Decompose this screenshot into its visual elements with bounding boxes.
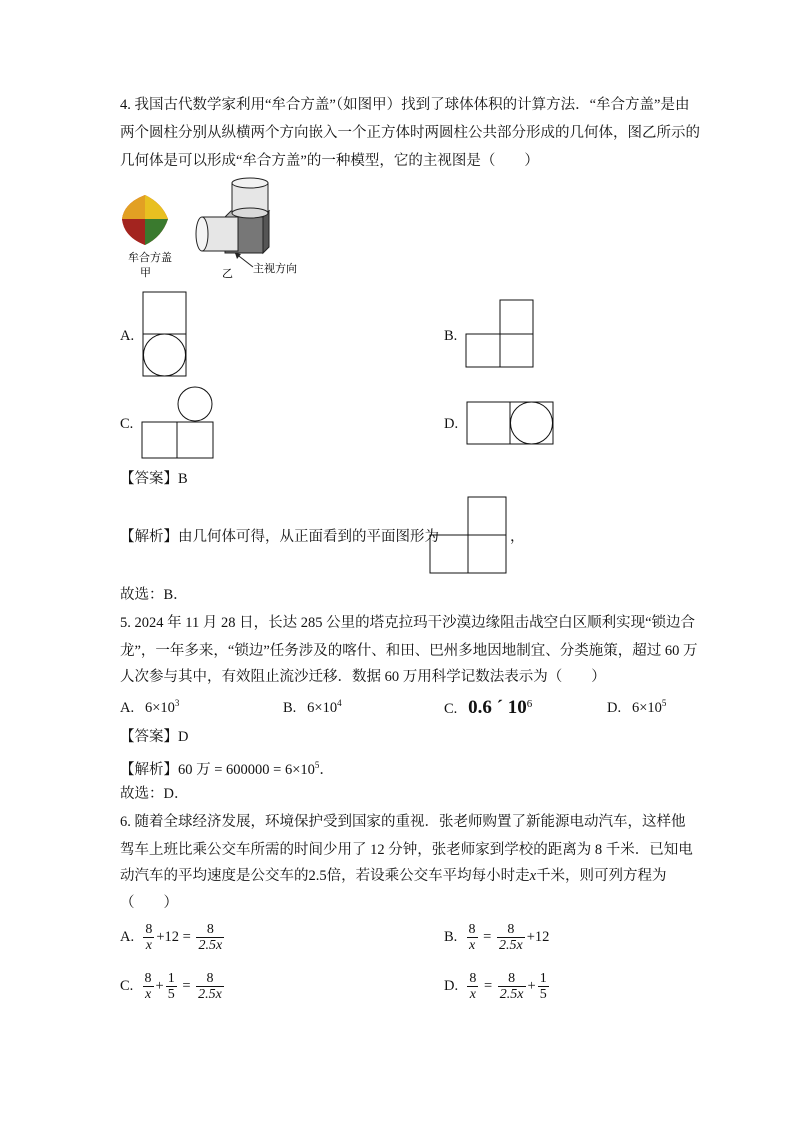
q6-line-3 (120, 866, 667, 886)
q5-option-a-value: 6×10 (144, 699, 175, 716)
q5-analysis (120, 755, 334, 780)
q5-analysis-math: = 600000 = 6×10 (210, 761, 315, 778)
q5-option-d (607, 698, 666, 717)
denominator: 5 (167, 987, 175, 1002)
fig-label-yi: 乙 (222, 268, 233, 280)
term: +12 (526, 928, 550, 945)
q5-option-b (283, 698, 342, 717)
numerator: 8 (498, 971, 526, 987)
denominator: x (145, 938, 152, 953)
fig-caption-2: 甲 (140, 267, 151, 279)
fraction (497, 922, 525, 953)
q6-option-d-label: D. (444, 977, 459, 994)
numerator: 8 (145, 922, 153, 937)
fig-caption-1: 牟合方盖 (128, 252, 172, 264)
fraction (166, 971, 177, 1002)
q4-conclusion: 故选：B． (120, 587, 188, 603)
denominator: x (468, 938, 476, 953)
q5-option-a-exp: 3 (174, 698, 180, 708)
q5-option-c (444, 697, 532, 719)
q4-line-1: 4. 我国古代数学家利用“牟合方盖”（如图甲）找到了球体体积的计算方法．“牟合方盖”是由 (120, 97, 690, 113)
q4-figure (110, 175, 330, 285)
q5-conclusion: 故选：D． (120, 786, 189, 802)
plus-sign: + (155, 977, 164, 994)
fraction (143, 971, 154, 1002)
q5-line-1: 5. 2024 年 11 月 28 日，长达 285 公里的塔克拉玛干沙漠边缘阻击战空白区顺利实现“锁边合 (120, 615, 696, 631)
q5-line-3: 人次参与其中，有效阻止流沙迁移．数据 60 万用科学记数法表示为（ ） (120, 669, 606, 685)
q6-line-3b: 2.5 (308, 868, 327, 884)
q4-line-2: 两个圆柱分别从纵横两个方向嵌入一个正方体时两圆柱公共部分形成的几何体，图乙所示的 (120, 125, 700, 141)
q5-analysis-exp: 5 (314, 760, 320, 770)
equals-sign: = (483, 977, 493, 994)
fig-arrow-label: 主视方向 (253, 263, 297, 275)
equals-sign: = (483, 928, 492, 945)
numerator: 8 (497, 922, 525, 938)
q5-line-2: 龙”，一年多来，“锁边”任务涉及的喀什、和田、巴州多地因地制宜、分类施策，超过 60 万 (120, 643, 698, 659)
q6-option-a (120, 922, 226, 953)
q5-option-b-label: B. (283, 699, 297, 716)
fraction (143, 922, 154, 953)
q6-option-a-label: A. (120, 928, 135, 945)
denominator: 5 (539, 987, 547, 1002)
q5-option-d-label: D. (607, 699, 622, 716)
denominator: 2.5x (198, 987, 222, 1002)
q6-option-b (444, 922, 549, 953)
q5-analysis-end: ． (319, 761, 334, 778)
q4-option-c-label: C. (120, 416, 134, 432)
q6-line-3a: 动汽车的平均速度是公交车的 (120, 868, 309, 884)
equals-sign: = (182, 928, 191, 945)
q5-option-d-value: 6×10 (631, 699, 662, 716)
q5-option-b-exp: 4 (337, 698, 342, 708)
q5-answer: 【答案】D (120, 729, 189, 745)
q4-option-d-label: D. (444, 416, 459, 432)
q6-option-c (120, 971, 226, 1002)
plus-sign: + (527, 977, 536, 994)
q5-option-c-label: C. (444, 701, 458, 717)
q4-analysis: 【解析】由几何体可得，从正面看到的平面图形为 (120, 529, 439, 545)
q4-analysis-figure (428, 495, 510, 577)
q6-line-4: （ ） (120, 895, 178, 911)
q6-option-b-label: B. (444, 928, 458, 945)
q4-answer: 【答案】B (120, 471, 188, 487)
denominator: x (469, 987, 476, 1002)
q6-option-c-label: C. (120, 977, 134, 994)
q4-line-3: 几何体是可以形成“牟合方盖”的一种模型，它的主视图是（ ） (120, 153, 539, 169)
q6-line-2: 驾车上班比乘公交车所需的时间少用了 12 分钟，张老师家到学校的距离为 8 千米．已知电 (120, 842, 693, 858)
q4-option-d-figure (464, 399, 558, 447)
q6-line-1: 6. 随着全球经济发展，环境保护受到国家的重视．张老师购置了新能源电动汽车，这样他 (120, 814, 686, 830)
q5-option-a-label: A. (120, 699, 135, 716)
denominator: x (144, 987, 152, 1002)
q5-analysis-prefix: 【解析】60 万 (120, 761, 211, 778)
q4-option-b-figure (463, 298, 537, 370)
numerator: 8 (196, 922, 224, 938)
numerator: 8 (196, 971, 224, 987)
denominator: 2.5x (498, 938, 523, 953)
q5-option-b-value: 6×10 (307, 699, 338, 716)
cube-cylinder-model (196, 178, 269, 253)
fraction (196, 922, 224, 953)
fraction (467, 922, 478, 953)
term: +12 (156, 928, 180, 945)
fraction (538, 971, 549, 1002)
numerator: 8 (144, 971, 152, 986)
numerator: 1 (539, 971, 547, 986)
q6-line-3c: 倍，若设乘公交车平均每小时走 (326, 868, 530, 884)
q4-option-b-label: B. (444, 328, 458, 344)
q5-option-d-exp: 5 (661, 698, 667, 708)
q4-option-c-figure (139, 385, 217, 461)
q4-analysis-tail: ， (510, 529, 525, 545)
fraction (196, 971, 224, 1002)
mouhefanggai-shape (122, 195, 168, 245)
numerator: 1 (167, 971, 175, 986)
denominator: 2.5x (198, 938, 223, 953)
q5-option-c-value: 0.6 ´ 10 (468, 697, 527, 718)
denominator: 2.5x (499, 987, 524, 1002)
numerator: 8 (468, 922, 476, 937)
q6-line-3e: 千米，则可列方程为 (536, 868, 667, 884)
q4-option-a-figure (140, 290, 190, 380)
equals-sign: = (182, 977, 191, 994)
q6-line-3d: x (529, 868, 537, 884)
fraction (467, 971, 478, 1002)
fraction (498, 971, 526, 1002)
q4-option-a-label: A. (120, 328, 135, 344)
numerator: 8 (469, 971, 477, 986)
q5-option-c-exp: 6 (526, 698, 533, 711)
q6-option-d (444, 971, 551, 1002)
q5-option-a (120, 698, 179, 717)
